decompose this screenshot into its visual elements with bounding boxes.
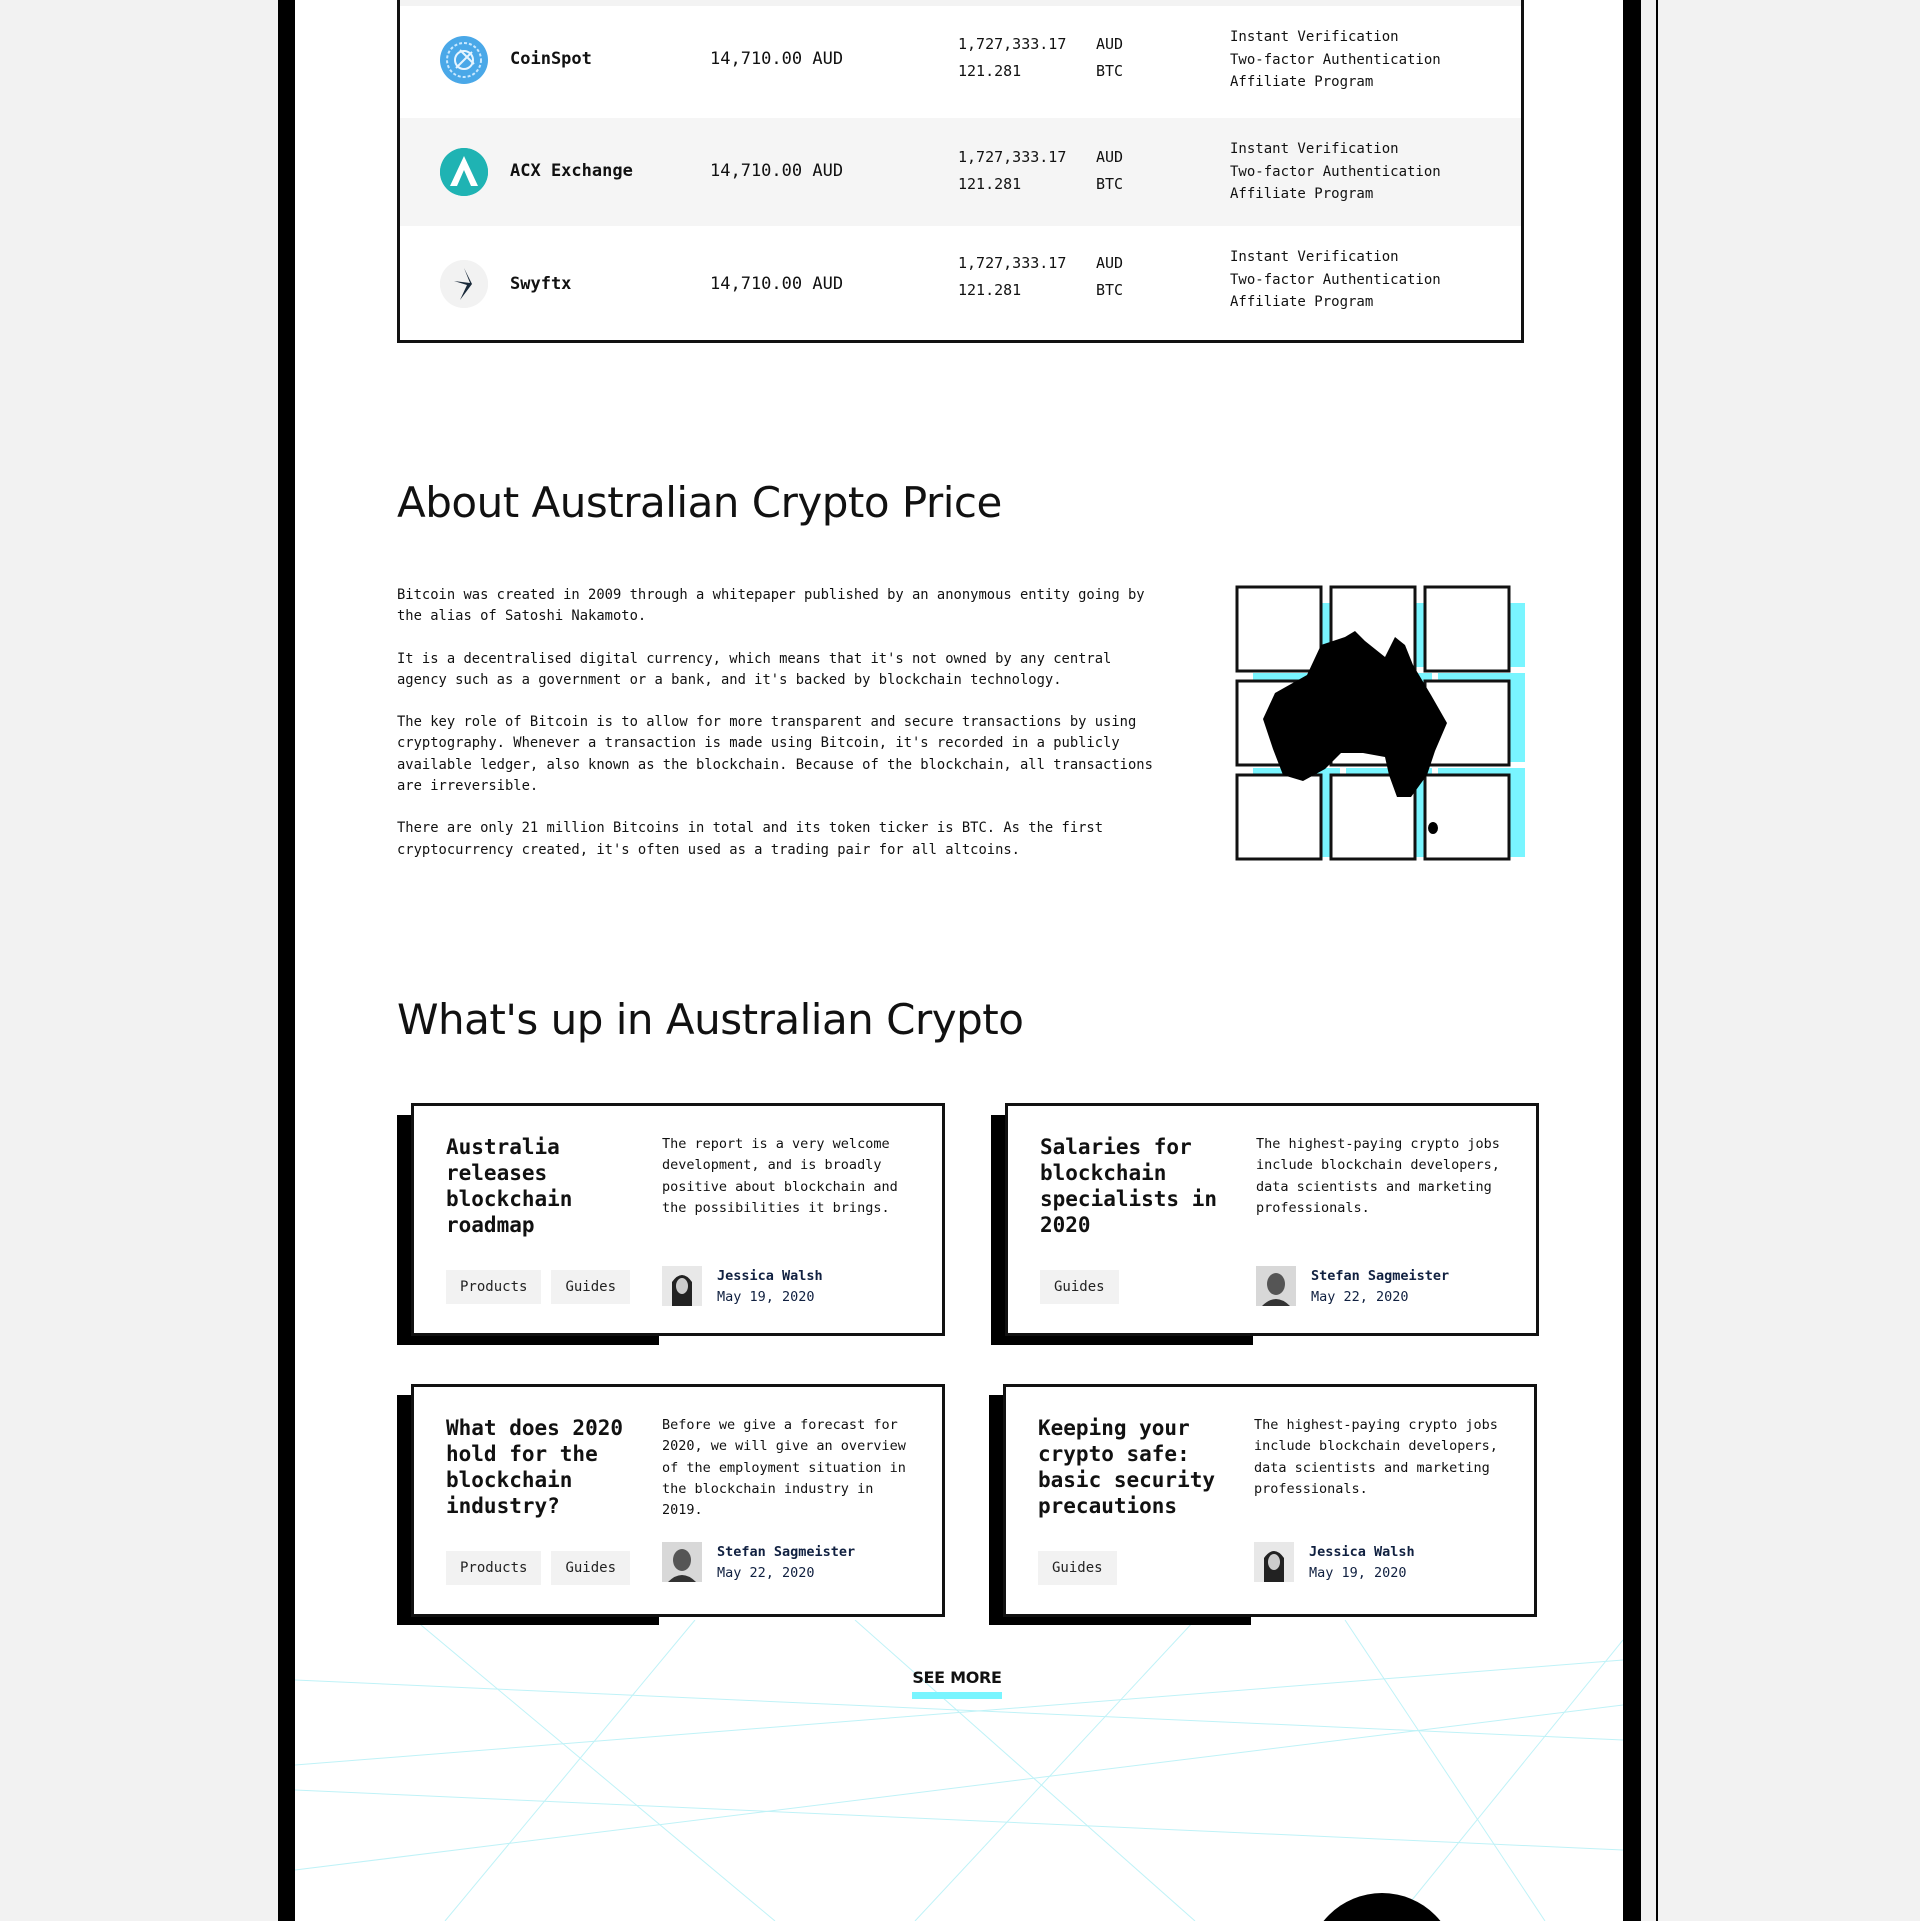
card-title[interactable]: What does 2020 hold for the blockchain industry? <box>446 1416 624 1518</box>
coinspot-logo-icon <box>440 36 488 84</box>
author-name[interactable]: Jessica Walsh <box>717 1268 823 1284</box>
publish-date: May 22, 2020 <box>717 1565 815 1581</box>
volume-aud: 1,727,333.17 <box>958 35 1067 53</box>
table-row[interactable] <box>400 6 1521 118</box>
card-excerpt: The highest-paying crypto jobs include blockchain developers, data scientists and marketing professionals. <box>1254 1417 1498 1497</box>
exchange-volume <box>958 31 1066 85</box>
feature-item: Instant Verification <box>1230 141 1399 157</box>
swyftx-logo-icon <box>440 260 488 308</box>
avatar <box>662 1542 702 1582</box>
exchange-features <box>1230 138 1441 206</box>
exchange-features <box>1230 246 1441 314</box>
feature-item: Affiliate Program <box>1230 74 1374 90</box>
exchange-currencies <box>1096 31 1123 85</box>
about-heading: About Australian Crypto Price <box>397 478 1002 527</box>
volume-btc: 121.281 <box>958 62 1022 80</box>
feature-item: Two-factor Authentication <box>1230 271 1441 288</box>
card-excerpt: The highest-paying crypto jobs include blockchain developers, data scientists and marketing professionals. <box>1256 1136 1500 1216</box>
exchange-price: 14,710.00 AUD <box>710 49 844 69</box>
exchange-price: 14,710.00 AUD <box>710 274 844 294</box>
feature-item: Instant Verification <box>1230 249 1399 265</box>
author-name[interactable]: Stefan Sagmeister <box>1311 1268 1450 1284</box>
news-card[interactable] <box>411 1384 945 1617</box>
author-name[interactable]: Stefan Sagmeister <box>717 1544 856 1560</box>
volume-btc: 121.281 <box>958 281 1022 299</box>
tag-list <box>1040 1270 1119 1304</box>
perspective-grid-background <box>295 1620 1623 1921</box>
feature-item: Two-factor Authentication <box>1230 51 1441 68</box>
volume-btc: 121.281 <box>958 175 1022 193</box>
tag-guides[interactable]: Guides <box>1040 1270 1119 1304</box>
card-shadow <box>989 1395 1003 1625</box>
about-paragraph: The key role of Bitcoin is to allow for more transparent and secure transactions by using cryptography. Whenever a transaction is made using Bitcoin, it's recorded in a publicly available ledger, also known as the blockchain. Because of the blockchain, all transactions are irreversible. <box>397 714 1153 795</box>
tag-list <box>1038 1551 1117 1585</box>
table-row[interactable] <box>400 226 1521 340</box>
page-content <box>295 0 1623 1921</box>
card-shadow <box>991 1115 1005 1345</box>
feature-item: Two-factor Authentication <box>1230 163 1441 180</box>
left-frame-bar <box>278 0 295 1921</box>
volume-aud: 1,727,333.17 <box>958 148 1067 166</box>
tag-list <box>446 1270 630 1304</box>
see-more-link[interactable]: SEE MORE <box>912 1668 1002 1699</box>
card-shadow <box>397 1115 411 1345</box>
author-name[interactable]: Jessica Walsh <box>1309 1544 1415 1560</box>
exchange-volume <box>958 250 1066 304</box>
publish-date: May 19, 2020 <box>717 1289 815 1305</box>
currency-aud: AUD <box>1096 35 1124 53</box>
exchange-name[interactable]: CoinSpot <box>510 49 592 69</box>
card-title[interactable]: Salaries for blockchain specialists in 2020 <box>1040 1135 1218 1237</box>
tag-products[interactable]: Products <box>446 1551 541 1585</box>
currency-aud: AUD <box>1096 148 1124 166</box>
acx-logo-icon <box>440 148 488 196</box>
about-body <box>397 585 1167 882</box>
news-card[interactable] <box>1005 1103 1539 1336</box>
currency-btc: BTC <box>1096 175 1124 193</box>
tag-products[interactable]: Products <box>446 1270 541 1304</box>
exchange-currencies <box>1096 144 1123 198</box>
exchange-name[interactable]: Swyftx <box>510 274 572 294</box>
tag-list <box>446 1551 630 1585</box>
tag-guides[interactable]: Guides <box>551 1270 630 1304</box>
exchange-features <box>1230 26 1441 94</box>
card-excerpt: Before we give a forecast for 2020, we will give an overview of the employment situation in the blockchain industry in 2019. <box>662 1417 906 1519</box>
exchange-name[interactable]: ACX Exchange <box>510 161 633 181</box>
card-title[interactable]: Australia releases blockchain roadmap <box>446 1135 573 1237</box>
exchange-price: 14,710.00 AUD <box>710 161 844 181</box>
about-paragraph: Bitcoin was created in 2009 through a whitepaper published by an anonymous entity going by the alias of Satoshi Nakamoto. <box>397 587 1145 625</box>
australia-map-grid-icon <box>1235 585 1525 875</box>
right-frame-bar <box>1623 0 1641 1921</box>
news-card[interactable] <box>411 1103 945 1336</box>
feature-item: Instant Verification <box>1230 29 1399 45</box>
right-thin-line <box>1656 0 1658 1921</box>
news-card[interactable] <box>1003 1384 1537 1617</box>
feature-item: Affiliate Program <box>1230 294 1374 310</box>
card-title[interactable]: Keeping your crypto safe: basic security precautions <box>1038 1416 1216 1518</box>
avatar <box>1256 1266 1296 1306</box>
exchange-volume <box>958 144 1066 198</box>
currency-btc: BTC <box>1096 62 1124 80</box>
avatar <box>1254 1542 1294 1582</box>
publish-date: May 22, 2020 <box>1311 1289 1409 1305</box>
feature-item: Affiliate Program <box>1230 186 1374 202</box>
about-paragraph: It is a decentralised digital currency, which means that it's not owned by any central agency such as a government or a bank, and it's backed by blockchain technology. <box>397 650 1112 688</box>
exchange-table <box>397 0 1524 343</box>
exchange-currencies <box>1096 250 1123 304</box>
about-paragraph: There are only 21 million Bitcoins in total and its token ticker is BTC. As the first cryptocurrency created, it's often used as a trading pair for all altcoins. <box>397 820 1104 858</box>
news-heading: What's up in Australian Crypto <box>397 995 1024 1044</box>
currency-btc: BTC <box>1096 281 1124 299</box>
currency-aud: AUD <box>1096 254 1124 272</box>
tag-guides[interactable]: Guides <box>1038 1551 1117 1585</box>
avatar <box>662 1266 702 1306</box>
card-excerpt: The report is a very welcome development, and is broadly positive about blockchain and the possibilities it brings. <box>662 1136 898 1216</box>
table-row[interactable] <box>400 118 1521 226</box>
publish-date: May 19, 2020 <box>1309 1565 1407 1581</box>
card-shadow <box>397 1395 411 1625</box>
tag-guides[interactable]: Guides <box>551 1551 630 1585</box>
volume-aud: 1,727,333.17 <box>958 254 1067 272</box>
